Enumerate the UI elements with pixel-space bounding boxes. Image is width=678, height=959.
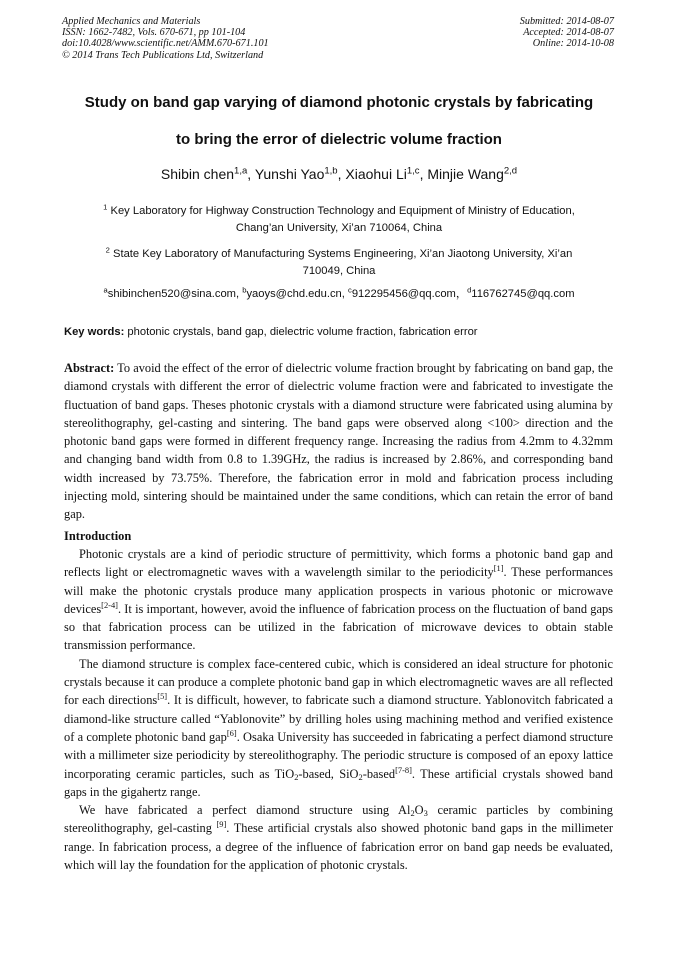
copyright-line: © 2014 Trans Tech Publications Ltd, Switzerland [62,49,264,61]
email-mark: d [467,285,472,295]
affiliation-text: 710049, China [302,265,376,277]
paragraph-text: . These performances will make the photonic crystals produce many application prospects in various photonic or microwave devices [64,565,613,616]
paragraph-text: The diamond structure is complex face-centered cubic, which is considered an ideal structure for photonic crystals because it can produce a complete photonic band gap in which electromagnetic waves are all reflected for each directions [64,656,613,708]
email-separator: , [236,288,243,300]
email-separator: ， [455,288,468,300]
paragraph-text: -based [362,766,396,781]
paragraph-text: . These artificial crystals also showed photonic band gaps in the millimeter range. In fabrication process, a degree of the influence of fabrication error on band gap needs be evaluated, which will lay the foundation for the application of photonic crystals. [64,821,613,873]
author-affiliation-mark: 1,c [406,165,420,177]
email-address: shibinchen520@sina.com [107,288,236,300]
keywords-label: Key words: [64,326,125,338]
journal-name: Applied Mechanics and Materials [62,16,201,27]
title-line-1: Study on band gap varying of diamond photonic crystals by fabricating [84,94,594,111]
citation: [5] [157,691,168,702]
issn-line: ISSN: 1662-7482, Vols. 670-671, pp 101-104 [62,27,246,39]
author-separator: , [419,166,428,182]
email-separator: , [341,288,348,300]
email-list [40,286,638,303]
email-mark: c [348,285,352,295]
affiliation-mark: 1 [103,202,108,212]
submitted-date: Submitted: 2014-08-07 [519,16,614,27]
email-address: 912295456@qq.com [351,288,456,300]
paragraph-text: We have fabricated a perfect diamond structure using Al [79,803,411,818]
keywords-text: photonic crystals, band gap, dielectric volume fraction, fabrication error [124,326,478,338]
subscript: 2 [294,771,299,782]
author-affiliation-mark: 2,d [503,165,518,177]
paragraph-text: O [414,803,424,818]
author-name: Xiaohui Li [345,166,407,182]
affiliation-mark: 2 [105,245,110,255]
doi-line: doi:10.4028/www.scientific.net/AMM.670-671.101 [62,38,269,50]
citation: [6] [226,727,237,738]
introduction-body [64,545,613,874]
author-name: Yunshi Yao [254,166,325,182]
subscript: 2 [410,808,415,819]
intro-paragraph-3 [64,801,613,874]
citation: [9] [216,819,227,830]
paragraph-text: -based, SiO [298,766,359,781]
citation: [7-8] [395,764,412,775]
email-mark: a [103,285,108,295]
subscript: 2 [358,771,363,782]
email-mark: b [242,285,247,295]
author-name: Minjie Wang [427,166,504,182]
author-name: Shibin chen [160,166,235,182]
abstract-text: To avoid the effect of the error of dielectric volume fraction brought by fabricating on band gap, the diamond crystals with different the error of dielectric volume fraction were and fabricated to investigate the fluctuation of band gaps. Theses photonic crystals with a diamond structure were fabricated using alumina by stereolithography, gel-casting and sintering. The band gaps were observed along <100> direction and the photonic band gaps were formed in different frequency range. Increasing the radius from 4.2mm to 4.32mm and changing band width from 0.8 to 1.39GHz, the radius is increased by 2.86%, and corresponding band width increased by 73.75%. Therefore, the fabrication error in mold and fabrication process including injecting mold, sintering should be maintained under the same conditions, which can retain the error of band gap. [64,361,613,522]
submission-dates [520,16,614,50]
subscript: 3 [423,808,428,819]
paragraph-text: . Osaka University has succeeded in fabricating a perfect diamond structure with a millimeter size periodicity by stereolithography. The periodic structure is composed of an epoxy lattice incorporating ceramic particles, such as TiO [64,729,613,781]
abstract-label: Abstract: [64,361,115,375]
paper-title [40,84,638,158]
section-heading-introduction: Introduction [64,529,132,543]
title-line-2: to bring the error of dielectric volume fraction [176,131,502,148]
affiliation-text: Key Laboratory for Highway Construction Technology and Equipment of Ministry of Education, [110,205,575,217]
author-separator: , [247,166,255,182]
author-affiliation-mark: 1,b [324,165,338,177]
email-address: 116762745@qq.com [471,288,575,300]
citation: [2-4] [101,599,118,610]
journal-info [62,16,269,61]
intro-paragraph-2 [64,655,613,801]
author-list [40,164,638,184]
online-date: Online: 2014-10-08 [532,38,614,50]
paragraph-text: . These artificial crystals showed band gaps in the gigahertz range. [64,766,613,799]
paragraph-text: ceramic particles by combining stereolithography, gel-casting [64,803,613,836]
email-address: yaoys@chd.edu.cn [246,288,342,300]
author-separator: , [337,166,346,182]
affiliation-text: State Key Laboratory of Manufacturing Systems Engineering, Xi’an Jiaotong University, Xi’an [113,248,573,260]
citation: [1] [493,563,504,574]
keywords [64,324,624,341]
affiliation-2 [70,246,608,280]
author-affiliation-mark: 1,a [234,165,248,177]
accepted-date: Accepted: 2014-08-07 [523,27,614,39]
intro-paragraph-1 [64,545,613,655]
paragraph-text: Photonic crystals are a kind of periodic structure of permittivity, which forms a photonic band gap and reflects light or electromagnetic waves with a wavelength similar to the periodicity [64,547,613,580]
abstract [64,359,613,524]
affiliation-text: Chang’an University, Xi’an 710064, China [235,222,443,234]
paragraph-text: . It is difficult, however, to fabricate such a diamond structure. Yablonovitch fabricated a diamond-like structure called “Yablonovite” by drilling holes using machining method and verified existence of a complete photonic band gap [64,693,613,744]
affiliation-1 [70,203,608,237]
paragraph-text: . It is important, however, avoid the influence of fabrication process on the fluctuation of band gaps so that fabrication process can be utilized in the fabrication of microwave devices to obtain stable transmission performance. [64,601,613,653]
